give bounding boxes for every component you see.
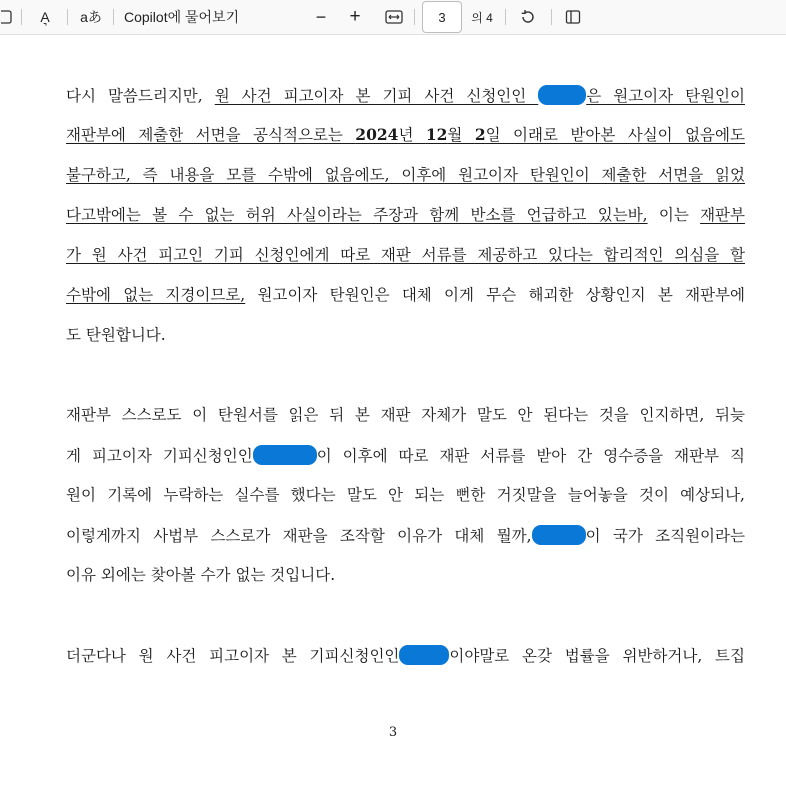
- text-run: 수밖에 없는 지경이므로,: [66, 286, 246, 304]
- text-line: [66, 645, 745, 666]
- minus-icon: −: [315, 6, 327, 27]
- text-line: 원이 기록에 누락하는 실수를 했다는 말도 안 되는 뻔한 거짓말을 늘어놓을 것이 예상되나,: [66, 486, 745, 504]
- text-line: [66, 85, 745, 106]
- text-run: 년: [398, 126, 426, 144]
- divider: [414, 9, 415, 25]
- page-number-input[interactable]: 3: [422, 1, 462, 33]
- divider: [505, 9, 506, 25]
- text-run: 다고밖에는 볼 수 없는 허위 사실이라는 주장과 함께 반소를 언급하고 있는바,: [66, 206, 648, 224]
- redaction-mark: [538, 85, 586, 105]
- plus-icon: +: [349, 6, 361, 27]
- zoom-out-button[interactable]: [310, 0, 332, 34]
- text-line: [66, 205, 745, 225]
- underlined-text: [215, 87, 745, 105]
- total-pages-label: 의 4: [471, 10, 493, 25]
- text-line: [66, 125, 745, 145]
- text-run: 은 원고이자 탄원인이: [586, 87, 745, 105]
- text-line: [66, 445, 745, 466]
- text-line: [66, 525, 745, 546]
- text-run: 재판부: [700, 206, 745, 224]
- divider: [67, 9, 68, 25]
- text-run: 12: [425, 125, 448, 144]
- text-run: 게 피고이자 기피신청인인: [66, 447, 253, 465]
- text-run: 이는: [647, 206, 701, 224]
- text-options-icon: aあ: [80, 9, 102, 25]
- page-view-button[interactable]: [561, 0, 585, 34]
- zoom-in-button[interactable]: [344, 0, 366, 34]
- sidebar-toggle-icon[interactable]: [0, 0, 14, 34]
- text-run: 이야말로 온갖 법률을 위반하거나, 트집: [449, 647, 745, 665]
- document-page: [0, 35, 786, 788]
- fit-width-icon: [385, 10, 403, 24]
- copilot-button[interactable]: [124, 0, 248, 34]
- text-run: 이 국가 조직원이라는: [585, 527, 745, 545]
- redaction-mark: [399, 645, 449, 665]
- text-run: 다시 말씀드리지만,: [66, 87, 215, 105]
- read-aloud-button[interactable]: [30, 0, 60, 34]
- text-line: 재판부 스스로도 이 탄원서를 읽은 뒤 본 재판 자체가 말도 안 된다는 것을 인지하면, 뒤늦: [66, 406, 745, 424]
- copilot-label: Copilot에 물어보기: [124, 9, 240, 25]
- text-line: 이유 외에는 찾아볼 수가 없는 것입니다.: [66, 566, 336, 584]
- redaction-mark: [532, 525, 586, 545]
- text-run: 원고이자 탄원인은 대체 이게 무슨 해괴한 상황인지 본 재판부에: [245, 286, 745, 304]
- text-run: 이 이후에 따로 재판 서류를 받아 간 영수증을 재판부 직: [316, 447, 745, 465]
- rotate-icon: [520, 9, 536, 25]
- rotate-button[interactable]: [516, 0, 540, 34]
- page-view-icon: [565, 9, 581, 25]
- redaction-mark: [253, 445, 317, 465]
- text-run: 2: [474, 125, 486, 144]
- text-run: 2024: [355, 125, 399, 144]
- pdf-toolbar: [0, 0, 786, 35]
- text-line: 불구하고, 즉 내용을 모를 수밖에 없음에도, 이후에 원고이자 탄원인이 제출한 서면을 읽었: [66, 166, 745, 184]
- text-run: 월: [447, 126, 475, 144]
- read-aloud-icon: A͉: [40, 9, 50, 25]
- text-run: 이렇게까지 사법부 스스로가 재판을 조작할 이유가 대체 뭘까,: [66, 527, 532, 545]
- divider: [551, 9, 552, 25]
- divider: [21, 9, 22, 25]
- divider: [113, 9, 114, 25]
- text-options-button[interactable]: [74, 0, 108, 34]
- text-line: [66, 285, 745, 305]
- text-run: 재판부에 제출한 서면을 공식적으로는: [66, 126, 356, 144]
- page-number: 3: [388, 725, 398, 740]
- text-run: 더군다나 원 사건 피고이자 본 기피신청인인: [66, 647, 400, 665]
- text-run: 일 이래로 받아본 사실이 없음에도: [485, 126, 745, 144]
- text-line: 도 탄원합니다.: [66, 326, 166, 344]
- text-run: 원 사건 피고이자 본 기피 사건 신청인인: [214, 87, 539, 105]
- fit-width-button[interactable]: [382, 0, 406, 34]
- text-line: 가 원 사건 피고인 기피 신청인에게 따로 재판 서류를 제공하고 있다는 합리적인 의심을 할: [66, 246, 745, 264]
